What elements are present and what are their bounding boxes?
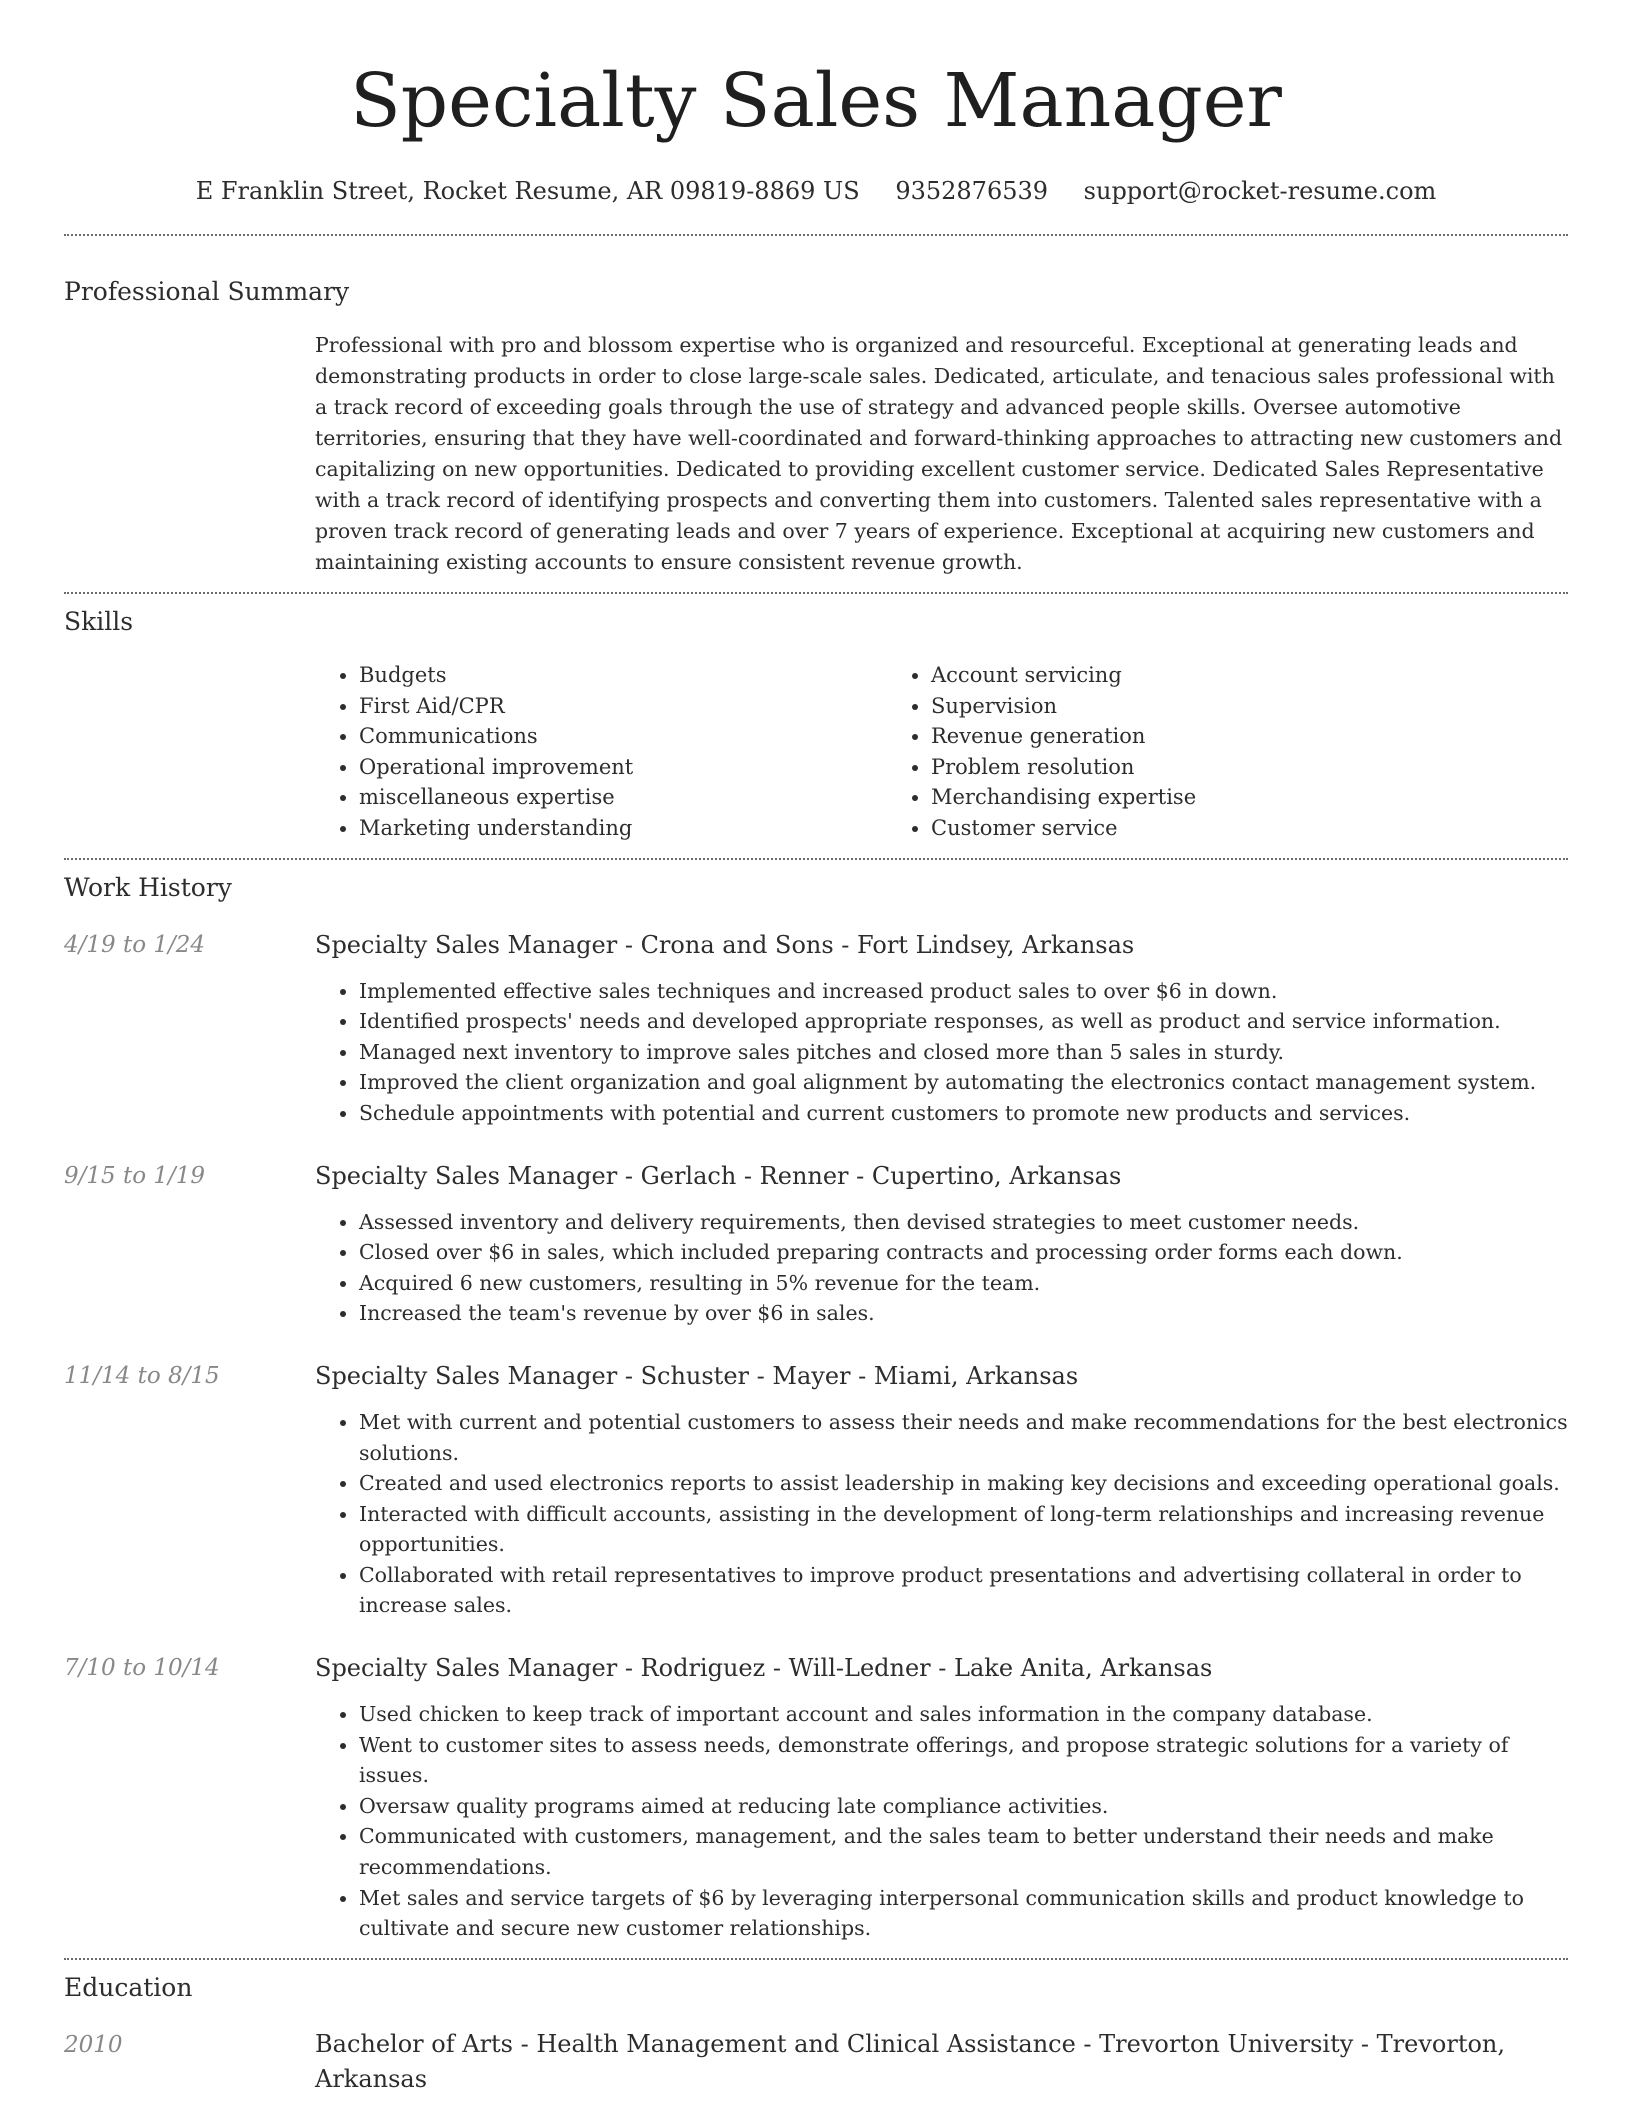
summary-text: Professional with pro and blossom expertise who is organized and resourceful. Exceptional at generating leads and demonstrating products in order to close large-scale sales. Dedicated, articulate, and tenacious sales professional with a track record of exceeding goals through the use of strategy and advanced people skills. Oversee automotive territories, ensuring that they have well-coordinated and forward-thinking approaches to attracting new customers and capitalizing on new opportunities. Dedicated to providing excellent customer service. Dedicated Sales Representative with a track record of identifying prospects and converting them into customers. Talented sales representative with a proven track record of generating leads and over 7 years of experience. Exceptional at acquiring new customers and maintaining existing accounts to ensure consistent revenue growth. [315,333,1563,574]
job-bullet: • Collaborated with retail representatives to improve product presentations and advertising collateral in order to increase sales. [359,1560,1568,1621]
contact-address: E Franklin Street, Rocket Resume, AR 09819-8869 US [195,177,860,205]
skill-item: • First Aid/CPR [359,691,887,722]
education-title: Education [64,1972,193,2002]
job-bullet: • Closed over $6 in sales, which included preparing contracts and processing order forms each down. [359,1237,1568,1268]
work-section [64,872,1568,1944]
divider [64,1958,1568,1960]
job-bullets [315,1207,1568,1329]
job-bullet: • Schedule appointments with potential and current customers to promote new products and services. [359,1098,1568,1129]
divider [64,858,1568,860]
job-bullets [315,1699,1568,1944]
job-title: Specialty Sales Manager - Gerlach - Renner - Cupertino, Arkansas [315,1161,1122,1190]
contact-line [64,176,1568,206]
job-dates: 9/15 to 1/19 [64,1162,206,1189]
job-entry [64,1653,1568,1944]
job-title: Specialty Sales Manager - Crona and Sons - Fort Lindsey, Arkansas [315,930,1135,959]
skill-item: • Supervision [931,691,1547,722]
education-entry [64,2030,1568,2097]
skill-item: • Problem resolution [931,752,1547,783]
skills-section [64,606,1568,844]
job-bullets [315,1407,1568,1621]
job-entry [64,1361,1568,1621]
job-entry [64,1161,1568,1329]
skill-item: • Marketing understanding [359,813,887,844]
skill-item: • miscellaneous expertise [359,782,887,813]
work-title: Work History [64,872,232,902]
summary-section [64,276,1568,578]
job-bullet: • Managed next inventory to improve sales pitches and closed more than 5 sales in sturdy. [359,1037,1568,1068]
job-title: Specialty Sales Manager - Rodriguez - Will-Ledner - Lake Anita, Arkansas [315,1654,1213,1683]
job-bullets [315,976,1568,1129]
job-bullet: • Met with current and potential customers to assess their needs and make recommendations for the best electronics solutions. [359,1407,1568,1468]
skill-item: • Operational improvement [359,752,887,783]
job-bullet: • Met sales and service targets of $6 by leveraging interpersonal communication skills and product knowledge to cultivate and secure new customer relationships. [359,1883,1568,1944]
divider [64,234,1568,236]
skill-item: • Merchandising expertise [931,782,1547,813]
job-bullet: • Acquired 6 new customers, resulting in 5% revenue for the team. [359,1268,1568,1299]
skill-item: • Communications [359,721,887,752]
education-title-line: Bachelor of Arts - Health Management and Clinical Assistance - Trevorton University - Trevorton, Arkansas [315,2029,1506,2093]
job-entry [64,930,1568,1129]
job-title: Specialty Sales Manager - Schuster - Mayer - Miami, Arkansas [315,1361,1079,1390]
job-dates: 7/10 to 10/14 [64,1655,220,1682]
education-section [64,1972,1568,2097]
skills-title: Skills [64,607,134,636]
divider [64,592,1568,594]
job-bullet: • Went to customer sites to assess needs, demonstrate offerings, and propose strategic solutions for a variety of issues. [359,1730,1568,1791]
resume-name: Specialty Sales Manager [350,58,1282,144]
skill-item: • Budgets [359,660,887,691]
job-bullet: • Communicated with customers, management, and the sales team to better understand their needs and make recommendations. [359,1821,1568,1882]
summary-title: Professional Summary [64,277,350,306]
job-bullet: • Oversaw quality programs aimed at reducing late compliance activities. [359,1791,1568,1822]
job-bullet: • Increased the team's revenue by over $6 in sales. [359,1298,1568,1329]
job-bullet: • Implemented effective sales techniques and increased product sales to over $6 in down. [359,976,1568,1007]
contact-phone: 9352876539 [895,177,1049,205]
skills-list-left [315,660,887,844]
skill-item: • Account servicing [931,660,1547,691]
contact-email: support@rocket-resume.com [1083,177,1437,205]
job-bullet: • Improved the client organization and goal alignment by automating the electronics contact management system. [359,1067,1568,1098]
skill-item: • Revenue generation [931,721,1547,752]
skill-item: • Customer service [931,813,1547,844]
job-bullet: • Identified prospects' needs and developed appropriate responses, as well as product and service information. [359,1006,1568,1037]
job-dates: 4/19 to 1/24 [64,931,206,958]
job-bullet: • Assessed inventory and delivery requirements, then devised strategies to meet customer needs. [359,1207,1568,1238]
education-year: 2010 [64,2031,123,2058]
job-bullet: • Created and used electronics reports to assist leadership in making key decisions and exceeding operational goals. [359,1468,1568,1499]
job-bullet: • Interacted with difficult accounts, assisting in the development of long-term relationships and increasing revenue opportunities. [359,1499,1568,1560]
skills-list-right [887,660,1547,844]
job-bullet: • Used chicken to keep track of important account and sales information in the company database. [359,1699,1568,1730]
job-dates: 11/14 to 8/15 [64,1362,220,1389]
